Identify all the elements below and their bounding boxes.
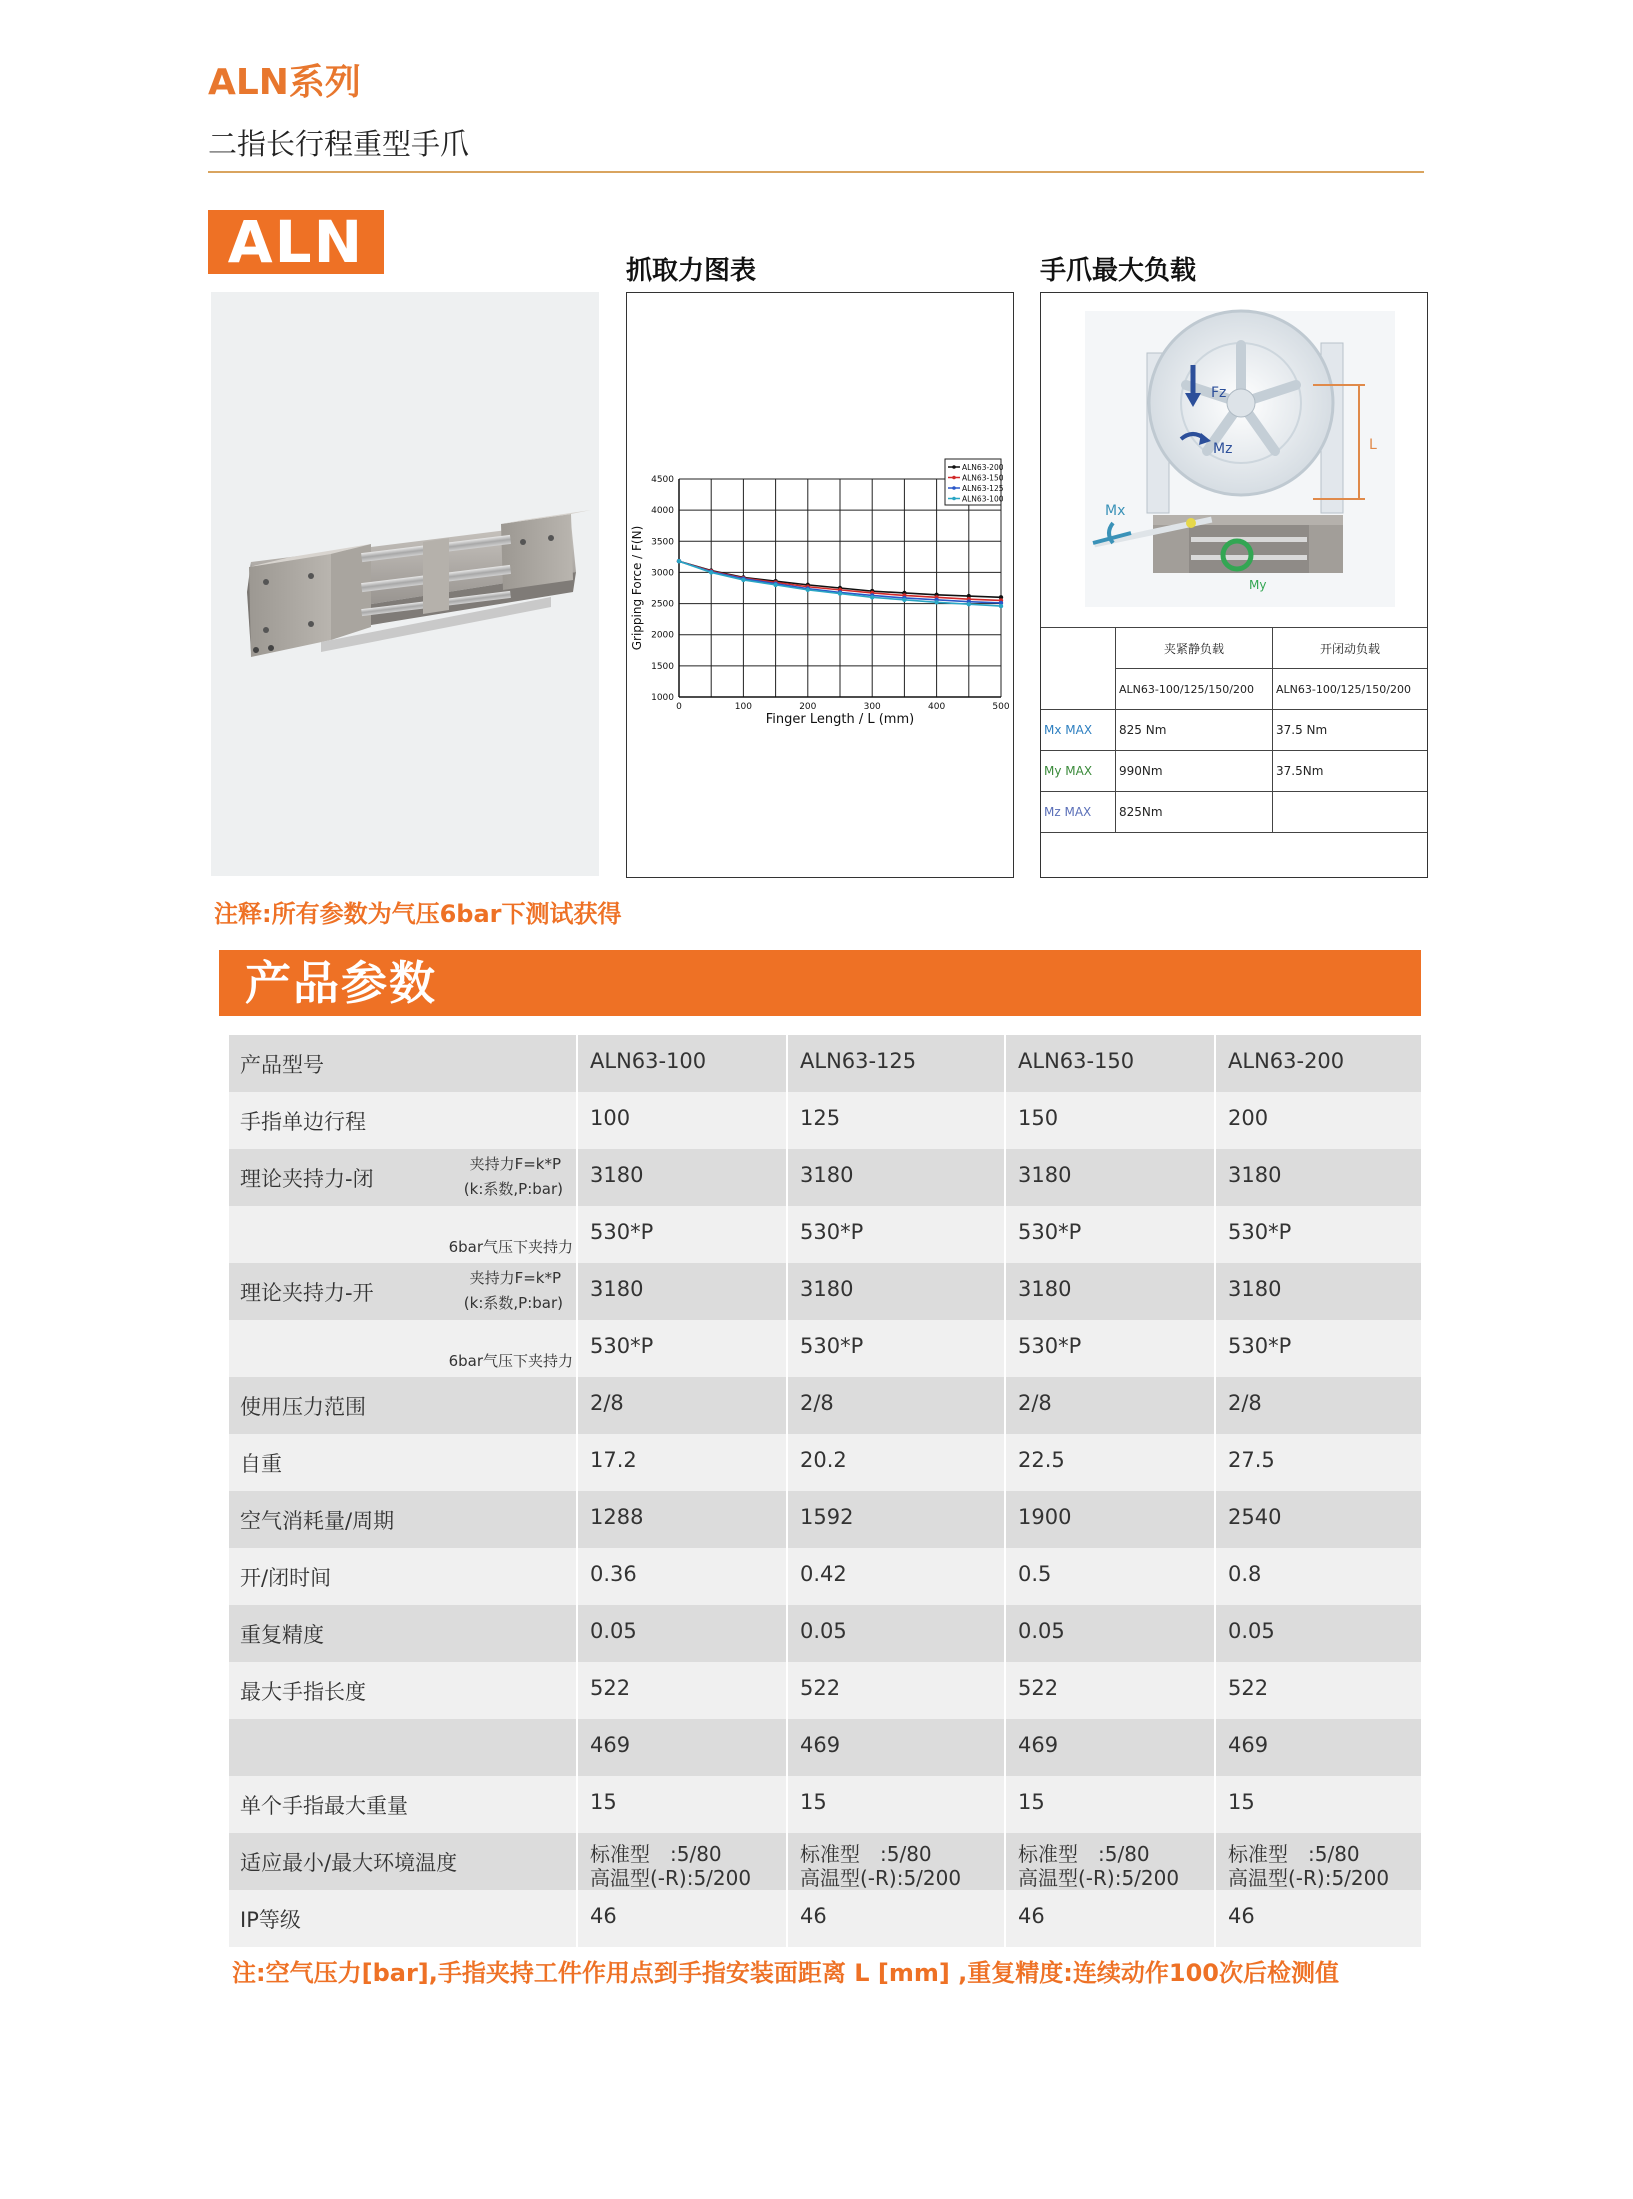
data-point <box>934 600 938 604</box>
cell-value: 3180 <box>1228 1277 1282 1301</box>
column-separator <box>786 1434 788 1491</box>
column-separator <box>786 1719 788 1776</box>
column-separator <box>786 1263 788 1320</box>
column-separator <box>1214 1662 1216 1719</box>
spec-row-force-close-6bar <box>229 1206 1421 1263</box>
column-separator <box>576 1206 578 1263</box>
data-point <box>967 602 971 606</box>
cell-value: 17.2 <box>590 1448 637 1472</box>
model-200: ALN63-200 <box>1228 1049 1345 1073</box>
load-table-row <box>1041 751 1427 792</box>
cell-value: 15 <box>590 1790 617 1814</box>
mz-static-value: 825Nm <box>1116 792 1273 833</box>
static-load-models: ALN63-100/125/150/200 <box>1116 669 1273 710</box>
column-separator <box>1214 1149 1216 1206</box>
column-separator <box>576 1662 578 1719</box>
spec-row-force-close <box>229 1149 1421 1206</box>
y-tick-label: 2000 <box>651 630 674 641</box>
formula-note: (k:系数,P:bar) <box>463 1180 563 1198</box>
cell-value: 2/8 <box>1228 1391 1262 1415</box>
y-tick-label: 3500 <box>651 537 674 548</box>
cell-value: 2540 <box>1228 1505 1282 1529</box>
row-label: 使用压力范围 <box>240 1395 366 1419</box>
cell-value: 530*P <box>590 1220 654 1244</box>
gripper-illustration <box>211 292 599 876</box>
cell-value: 3180 <box>800 1277 854 1301</box>
column-separator <box>1214 1605 1216 1662</box>
cell-value: 3180 <box>590 1163 644 1187</box>
model-125: ALN63-125 <box>800 1049 917 1073</box>
column-separator <box>1004 1377 1006 1434</box>
cell-value: 530*P <box>800 1334 864 1358</box>
row-label: 理论夹持力-开 <box>240 1281 374 1305</box>
cell-value: 2/8 <box>800 1391 834 1415</box>
column-separator <box>786 1491 788 1548</box>
mz-max-label: Mz MAX <box>1041 792 1116 833</box>
spec-row-weight <box>229 1434 1421 1491</box>
spec-row-ip <box>229 1890 1421 1947</box>
column-separator <box>786 1092 788 1149</box>
cell-value: 3180 <box>1228 1163 1282 1187</box>
cell-value: 0.05 <box>590 1619 637 1643</box>
load-table-row <box>1041 792 1427 833</box>
data-point <box>999 604 1003 608</box>
cell-value: 530*P <box>1228 1334 1292 1358</box>
load-diagram <box>1041 293 1427 623</box>
series-title: ALN系列 <box>208 62 361 103</box>
row-label: 重复精度 <box>240 1623 324 1647</box>
row-label: 开/闭时间 <box>240 1566 332 1590</box>
gripping-force-chart <box>626 292 1014 878</box>
y-tick-label: 2500 <box>651 599 674 610</box>
data-point <box>677 559 681 563</box>
mx-max-label: Mx MAX <box>1041 710 1116 751</box>
x-tick-label: 100 <box>734 702 752 712</box>
cell-value: 3180 <box>590 1277 644 1301</box>
data-point <box>709 570 713 574</box>
y-tick-label: 4000 <box>651 506 674 517</box>
cell-value: 0.8 <box>1228 1562 1262 1586</box>
column-separator <box>1214 1719 1216 1776</box>
column-separator <box>1004 1662 1006 1719</box>
x-axis-label: Finger Length / L (mm) <box>765 712 915 727</box>
mx-label: Mx <box>1105 503 1126 519</box>
row-label: 理论夹持力-闭 <box>240 1167 374 1191</box>
legend-entry: ALN63-125 <box>962 484 1004 493</box>
cell-value: 3180 <box>800 1163 854 1187</box>
cell-value: 469 <box>1018 1733 1059 1757</box>
cell-value: 3180 <box>1018 1163 1072 1187</box>
cell-value: 530*P <box>1018 1220 1082 1244</box>
cell-value: 522 <box>800 1676 841 1700</box>
cell-value: 530*P <box>1228 1220 1292 1244</box>
column-separator <box>1214 1434 1216 1491</box>
column-separator <box>576 1149 578 1206</box>
model-100: ALN63-100 <box>590 1049 707 1073</box>
temp-high: 高温型(-R):5/200 <box>800 1866 962 1890</box>
spec-footnote: 注:空气压力[bar],手指夹持工件作用点到手指安装面距离 L [mm] ,重复精度:连续动作100次后检测值 <box>232 1959 1339 1987</box>
spec-row-force-open <box>229 1263 1421 1320</box>
cell-value: 125 <box>800 1106 841 1130</box>
dynamic-load-header: 开闭动负载 <box>1273 628 1428 669</box>
legend-entry: ALN63-100 <box>962 494 1004 504</box>
column-separator <box>576 1263 578 1320</box>
spec-row-stroke <box>229 1092 1421 1149</box>
header-divider <box>208 171 1424 173</box>
x-tick-label: 0 <box>676 702 682 712</box>
column-separator <box>1004 1491 1006 1548</box>
spec-row-air <box>229 1491 1421 1548</box>
row-label: 空气消耗量/周期 <box>240 1509 395 1533</box>
cell-value: 15 <box>1018 1790 1045 1814</box>
y-tick-label: 1000 <box>651 693 674 703</box>
row-label: 自重 <box>240 1452 282 1476</box>
load-table-row <box>1041 710 1427 751</box>
cell-value: 469 <box>800 1733 841 1757</box>
column-separator <box>1004 1206 1006 1263</box>
column-separator <box>576 1377 578 1434</box>
fz-label: Fz <box>1211 385 1227 401</box>
spec-row-finger-length-2 <box>229 1719 1421 1776</box>
column-separator <box>1004 1890 1006 1947</box>
mx-dynamic-value: 37.5 Nm <box>1273 710 1428 751</box>
cell-value: 469 <box>590 1733 631 1757</box>
column-separator <box>786 1890 788 1947</box>
row-label: 手指单边行程 <box>240 1110 366 1134</box>
row-label: 产品型号 <box>240 1053 324 1077</box>
column-separator <box>576 1320 578 1377</box>
column-separator <box>1004 1833 1006 1890</box>
spec-row-time <box>229 1548 1421 1605</box>
cell-value: 0.05 <box>1018 1619 1065 1643</box>
column-separator <box>1214 1491 1216 1548</box>
cell-value: 530*P <box>800 1220 864 1244</box>
column-separator <box>576 1434 578 1491</box>
static-load-header: 夹紧静负载 <box>1116 628 1273 669</box>
cell-value: 15 <box>800 1790 827 1814</box>
column-separator <box>576 1605 578 1662</box>
cell-value: 1288 <box>590 1505 644 1529</box>
cell-value: 522 <box>590 1676 631 1700</box>
cell-value: 522 <box>1228 1676 1269 1700</box>
column-separator <box>576 1890 578 1947</box>
column-separator <box>1004 1719 1006 1776</box>
column-separator <box>1214 1890 1216 1947</box>
column-separator <box>786 1035 788 1092</box>
column-separator <box>1214 1092 1216 1149</box>
spec-row-force-open-6bar <box>229 1320 1421 1377</box>
column-separator <box>1214 1206 1216 1263</box>
cell-value: 46 <box>1018 1904 1045 1928</box>
cell-value: 200 <box>1228 1106 1269 1130</box>
cell-value: 2/8 <box>1018 1391 1052 1415</box>
formula-label: 夹持力F=k*P <box>469 1155 561 1173</box>
column-separator <box>786 1320 788 1377</box>
y-tick-label: 3000 <box>651 568 674 579</box>
data-point <box>806 588 810 592</box>
column-separator <box>786 1833 788 1890</box>
legend-entry: ALN63-150 <box>962 473 1004 483</box>
formula-label: 夹持力F=k*P <box>469 1269 561 1287</box>
chart-heading: 抓取力图表 <box>626 256 757 286</box>
cell-value: 46 <box>1228 1904 1255 1928</box>
column-separator <box>1004 1434 1006 1491</box>
column-separator <box>1004 1149 1006 1206</box>
subtitle: 二指长行程重型手爪 <box>208 127 470 161</box>
column-separator <box>576 1491 578 1548</box>
product-params-title: 产品参数 <box>245 956 437 1010</box>
row-label: 最大手指长度 <box>240 1680 366 1704</box>
column-separator <box>786 1377 788 1434</box>
row-label: 适应最小/最大环境温度 <box>240 1851 458 1875</box>
load-table <box>1041 627 1427 833</box>
x-tick-label: 200 <box>799 702 817 712</box>
temp-standard: 标准型 :5/80 <box>590 1842 722 1866</box>
column-separator <box>576 1776 578 1833</box>
cell-value: 0.36 <box>590 1562 637 1586</box>
cell-value: 150 <box>1018 1106 1059 1130</box>
column-separator <box>786 1548 788 1605</box>
data-point <box>741 578 745 582</box>
data-point <box>870 595 874 599</box>
column-separator <box>1214 1320 1216 1377</box>
cell-value: 3180 <box>1018 1277 1072 1301</box>
cell-value: 15 <box>1228 1790 1255 1814</box>
cell-value: 22.5 <box>1018 1448 1065 1472</box>
sub-label: 6bar气压下夹持力 <box>448 1238 573 1256</box>
column-separator <box>1004 1263 1006 1320</box>
formula-note: (k:系数,P:bar) <box>463 1294 563 1312</box>
cell-value: 0.5 <box>1018 1562 1052 1586</box>
load-heading: 手爪最大负载 <box>1040 256 1197 286</box>
column-separator <box>1004 1776 1006 1833</box>
x-tick-label: 400 <box>928 702 946 712</box>
my-label: My <box>1249 578 1267 592</box>
spec-table <box>229 1035 1421 1947</box>
column-separator <box>1214 1035 1216 1092</box>
cell-value: 100 <box>590 1106 631 1130</box>
mx-static-value: 825 Nm <box>1116 710 1273 751</box>
data-point <box>773 583 777 587</box>
legend-marker <box>952 476 956 480</box>
column-separator <box>576 1719 578 1776</box>
cell-value: 2/8 <box>590 1391 624 1415</box>
y-tick-label: 4500 <box>651 475 674 485</box>
legend-marker <box>952 465 956 469</box>
data-point <box>902 598 906 602</box>
column-separator <box>1214 1377 1216 1434</box>
column-separator <box>786 1605 788 1662</box>
spec-row-temperature <box>229 1833 1421 1890</box>
cell-value: 46 <box>590 1904 617 1928</box>
column-separator <box>576 1035 578 1092</box>
cell-value: 0.42 <box>800 1562 847 1586</box>
legend-marker <box>952 486 956 490</box>
temp-high: 高温型(-R):5/200 <box>1228 1866 1390 1890</box>
dynamic-load-models: ALN63-100/125/150/200 <box>1273 669 1428 710</box>
model-banner: ALN <box>208 210 384 274</box>
model-150: ALN63-150 <box>1018 1049 1135 1073</box>
y-tick-label: 1500 <box>651 661 674 672</box>
cell-value: 0.05 <box>1228 1619 1275 1643</box>
cell-value: 530*P <box>1018 1334 1082 1358</box>
column-separator <box>1004 1320 1006 1377</box>
mz-label: Mz <box>1213 441 1233 457</box>
column-separator <box>1004 1092 1006 1149</box>
cell-value: 1900 <box>1018 1505 1072 1529</box>
my-max-label: My MAX <box>1041 751 1116 792</box>
column-separator <box>1004 1548 1006 1605</box>
row-label: 单个手指最大重量 <box>240 1794 408 1818</box>
temp-standard: 标准型 :5/80 <box>800 1842 932 1866</box>
column-separator <box>1004 1605 1006 1662</box>
chart-canvas <box>627 293 1013 877</box>
column-separator <box>1214 1833 1216 1890</box>
legend-marker <box>952 497 956 501</box>
y-axis-label: Gripping Force / F(N) <box>630 525 644 651</box>
x-tick-label: 300 <box>863 702 881 712</box>
sub-label: 6bar气压下夹持力 <box>448 1352 573 1370</box>
column-separator <box>786 1149 788 1206</box>
product-photo <box>211 292 599 876</box>
spec-header-row <box>229 1035 1421 1092</box>
spec-row-pressure <box>229 1377 1421 1434</box>
l-label: L <box>1369 437 1377 453</box>
my-static-value: 990Nm <box>1116 751 1273 792</box>
cell-value: 469 <box>1228 1733 1269 1757</box>
load-table-header <box>1041 628 1427 669</box>
x-tick-label: 500 <box>992 702 1010 712</box>
mz-dynamic-value <box>1273 792 1428 833</box>
cell-value: 0.05 <box>800 1619 847 1643</box>
max-load-panel <box>1040 292 1428 878</box>
spec-row-finger-weight <box>229 1776 1421 1833</box>
row-label: IP等级 <box>240 1908 301 1932</box>
temp-standard: 标准型 :5/80 <box>1018 1842 1150 1866</box>
column-separator <box>786 1662 788 1719</box>
my-dynamic-value: 37.5Nm <box>1273 751 1428 792</box>
cell-value: 1592 <box>800 1505 854 1529</box>
column-separator <box>576 1548 578 1605</box>
spec-row-repeat <box>229 1605 1421 1662</box>
cell-value: 20.2 <box>800 1448 847 1472</box>
column-separator <box>1004 1035 1006 1092</box>
column-separator <box>1214 1263 1216 1320</box>
column-separator <box>786 1206 788 1263</box>
column-separator <box>1214 1776 1216 1833</box>
column-separator <box>576 1833 578 1890</box>
temp-high: 高温型(-R):5/200 <box>590 1866 752 1890</box>
column-separator <box>1214 1548 1216 1605</box>
cell-value: 522 <box>1018 1676 1059 1700</box>
test-condition-note: 注释:所有参数为气压6bar下测试获得 <box>214 900 622 928</box>
data-point <box>838 591 842 595</box>
cell-value: 530*P <box>590 1334 654 1358</box>
temp-high: 高温型(-R):5/200 <box>1018 1866 1180 1890</box>
column-separator <box>786 1776 788 1833</box>
column-separator <box>576 1092 578 1149</box>
cell-value: 46 <box>800 1904 827 1928</box>
temp-standard: 标准型 :5/80 <box>1228 1842 1360 1866</box>
product-params-banner <box>219 950 1421 1016</box>
legend-entry: ALN63-200 <box>962 463 1004 472</box>
spec-row-finger-length <box>229 1662 1421 1719</box>
cell-value: 27.5 <box>1228 1448 1275 1472</box>
